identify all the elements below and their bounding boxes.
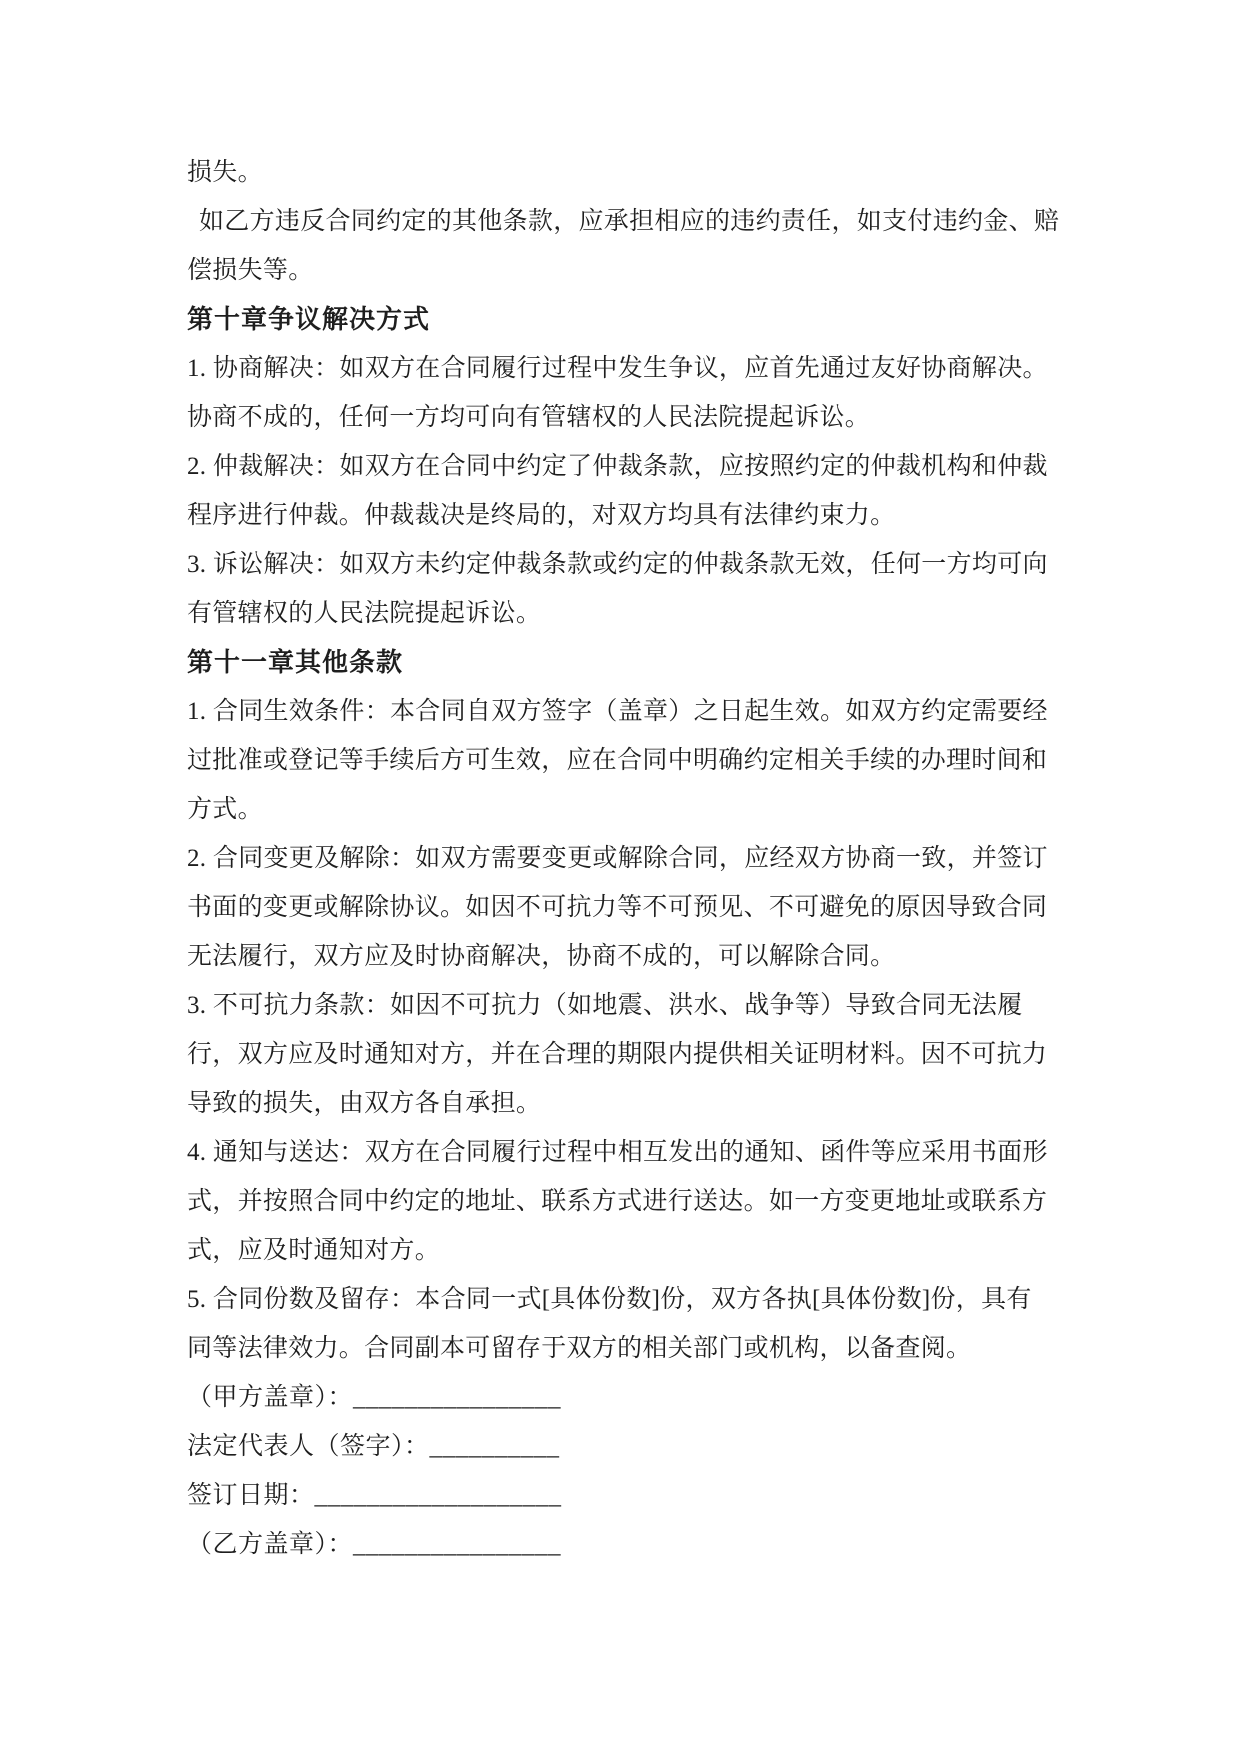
paragraph-line: 有管辖权的人民法院提起诉讼。	[187, 600, 542, 627]
paragraph-line: 损失。	[187, 159, 263, 186]
paragraph-line: 2. 合同变更及解除：如双方需要变更或解除合同，应经双方协商一致，并签订	[187, 845, 1048, 872]
paragraph-line: 2. 仲裁解决：如双方在合同中约定了仲裁条款，应按照约定的仲裁机构和仲裁	[187, 453, 1048, 480]
paragraph-line: 同等法律效力。合同副本可留存于双方的相关部门或机构，以备查阅。	[187, 1335, 972, 1362]
document-text-block	[187, 148, 1072, 1569]
paragraph-line: 偿损失等。	[187, 257, 314, 284]
paragraph-line: 1. 协商解决：如双方在合同履行过程中发生争议，应首先通过友好协商解决。	[187, 355, 1048, 382]
paragraph-line: 程序进行仲裁。仲裁裁决是终局的，对双方均具有法律约束力。	[187, 502, 896, 529]
paragraph-line: 式，应及时通知对方。	[187, 1237, 441, 1264]
chapter-heading-11: 第十一章其他条款	[187, 647, 404, 677]
paragraph-line: 协商不成的，任何一方均可向有管辖权的人民法院提起诉讼。	[187, 404, 871, 431]
paragraph-line: 式，并按照合同中约定的地址、联系方式进行送达。如一方变更地址或联系方	[187, 1188, 1048, 1215]
party-b-seal-line: （乙方盖章）：________________	[187, 1531, 562, 1558]
chapter-heading-10: 第十章争议解决方式	[187, 304, 431, 334]
signing-date-line: 签订日期：___________________	[187, 1482, 562, 1509]
paragraph-line: 导致的损失，由双方各自承担。	[187, 1090, 542, 1117]
paragraph-line: 过批准或登记等手续后方可生效，应在合同中明确约定相关手续的办理时间和	[187, 747, 1048, 774]
paragraph-line: 4. 通知与送达：双方在合同履行过程中相互发出的通知、函件等应采用书面形	[187, 1139, 1048, 1166]
party-a-seal-line: （甲方盖章）：________________	[187, 1384, 562, 1411]
paragraph-line: 无法履行，双方应及时协商解决，协商不成的，可以解除合同。	[187, 943, 896, 970]
paragraph-line: 3. 诉讼解决：如双方未约定仲裁条款或约定的仲裁条款无效，任何一方均可向	[187, 551, 1048, 578]
paragraph-line: 5. 合同份数及留存：本合同一式[具体份数]份，双方各执[具体份数]份，具有	[187, 1286, 1032, 1313]
paragraph-line: 书面的变更或解除协议。如因不可抗力等不可预见、不可避免的原因导致合同	[187, 894, 1048, 921]
paragraph-line: 如乙方违反合同约定的其他条款，应承担相应的违约责任，如支付违约金、赔	[199, 208, 1060, 235]
legal-representative-signature-line: 法定代表人（签字）：__________	[187, 1433, 560, 1460]
paragraph-line: 3. 不可抗力条款：如因不可抗力（如地震、洪水、战争等）导致合同无法履	[187, 992, 1023, 1019]
paragraph-line: 行，双方应及时通知对方，并在合理的期限内提供相关证明材料。因不可抗力	[187, 1041, 1048, 1068]
paragraph-line: 方式。	[187, 796, 263, 823]
paragraph-line: 1. 合同生效条件：本合同自双方签字（盖章）之日起生效。如双方约定需要经	[187, 698, 1048, 725]
